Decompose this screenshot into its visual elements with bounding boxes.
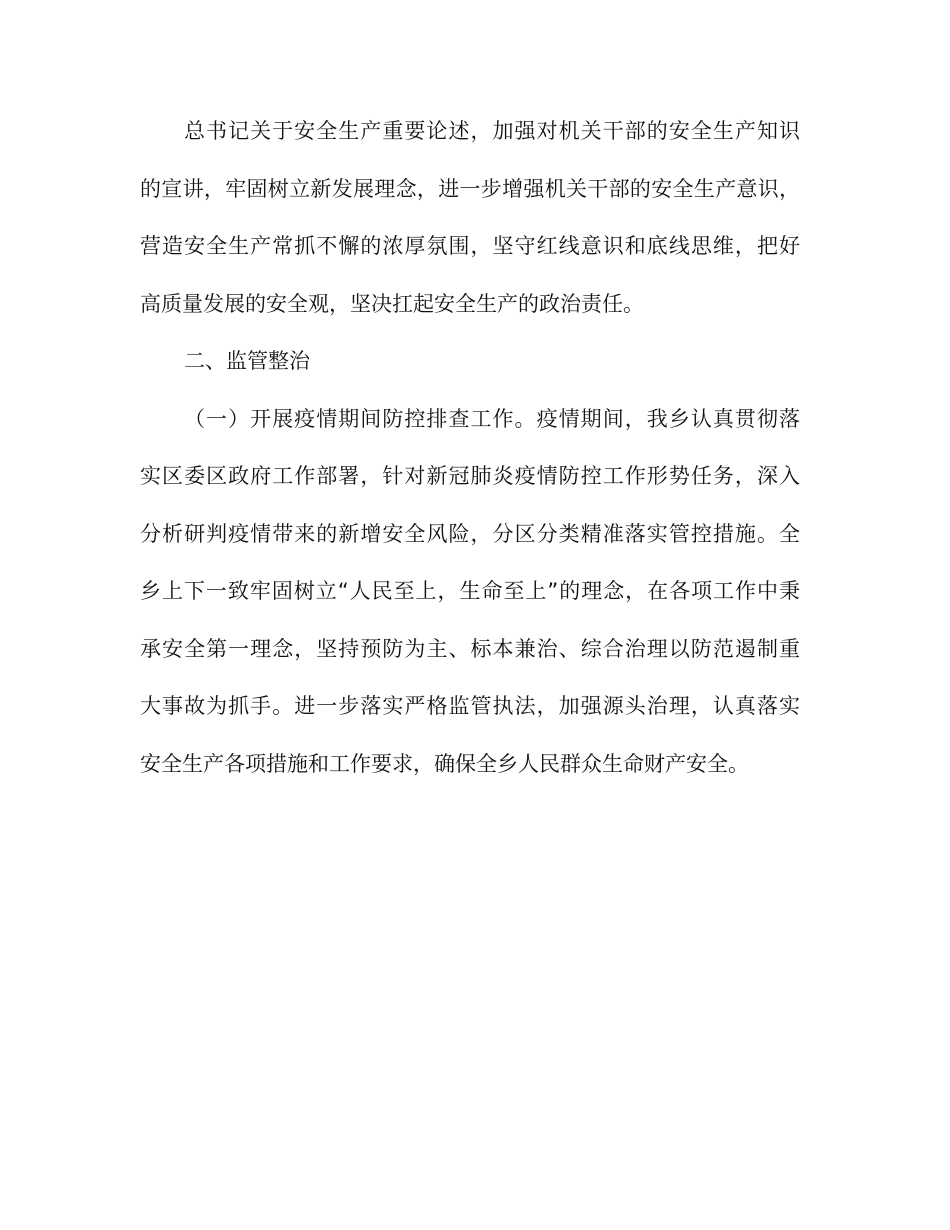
text-line: （一）开展疫情期间防控排查工作。疫情期间，我乡认真贯彻落	[184, 406, 800, 431]
section-heading	[140, 333, 800, 391]
text-line: 安全生产各项措施和工作要求，确保全乡人民群众生命财产安全。	[140, 751, 749, 776]
document-body	[140, 103, 800, 793]
paragraph-epidemic-inspection	[140, 391, 800, 794]
text-line: 乡上下一致牢固树立“人民至上，生命至上”的理念，在各项工作中秉	[140, 579, 800, 603]
text-line: 营造安全生产常抓不懈的浓厚氛围，坚守红线意识和底线思维，把好	[140, 234, 800, 258]
section-heading-text: 二、监管整治	[184, 349, 310, 373]
text-line: 实区委区政府工作部署，针对新冠肺炎疫情防控工作形势任务，深入	[140, 464, 800, 488]
text-line: 高质量发展的安全观，坚决扛起安全生产的政治责任。	[140, 291, 644, 316]
text-line: 的宣讲，牢固树立新发展理念，进一步增强机关干部的安全生产意识，	[140, 176, 800, 201]
text-line: 总书记关于安全生产重要论述，加强对机关干部的安全生产知识	[184, 119, 800, 143]
text-line: 承安全第一理念，坚持预防为主、标本兼治、综合治理以防范遏制重	[140, 636, 800, 661]
paragraph-safety-awareness	[140, 103, 800, 333]
text-line: 大事故为抓手。进一步落实严格监管执法，加强源头治理，认真落实	[140, 694, 800, 718]
text-line: 分析研判疫情带来的新增安全风险，分区分类精准落实管控措施。全	[140, 521, 800, 546]
